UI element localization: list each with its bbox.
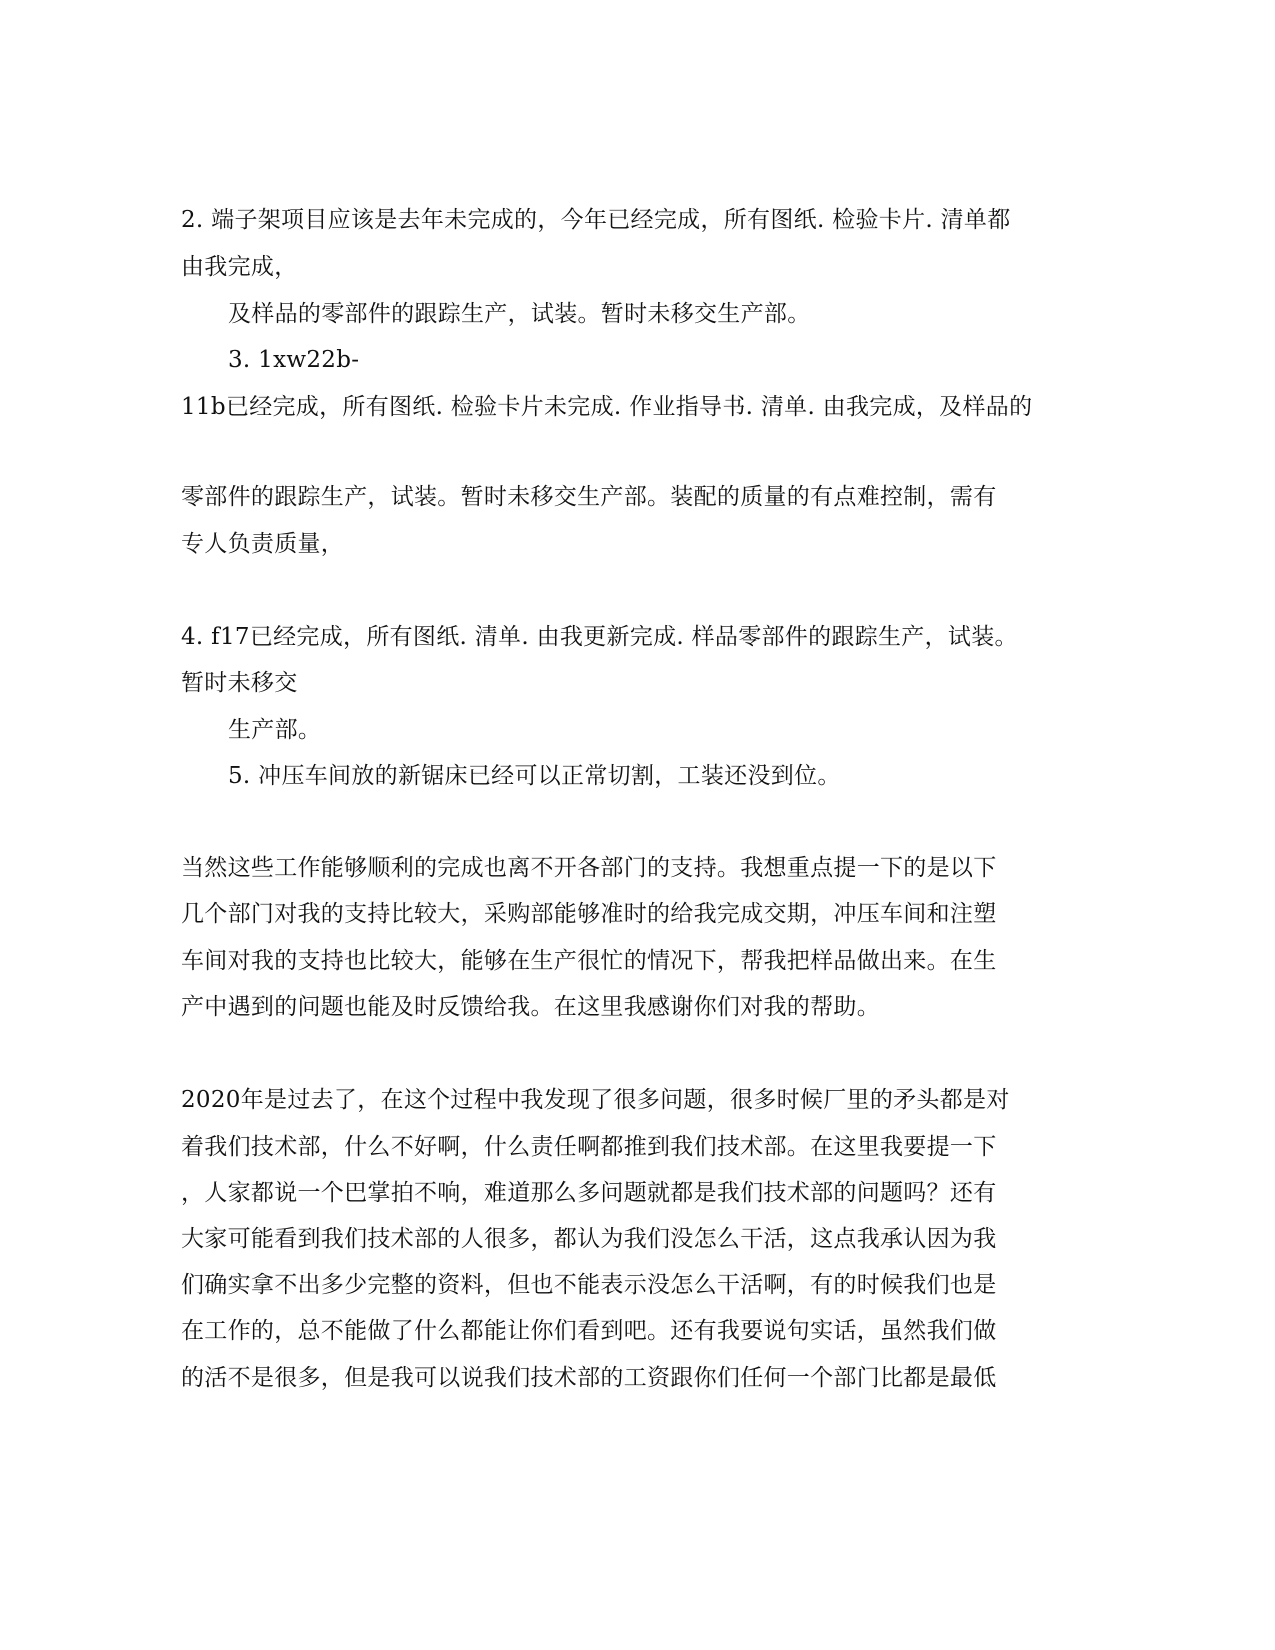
text-line: 几个部门对我的支持比较大，采购部能够准时的给我完成交期，冲压车间和注塑 [181, 901, 997, 927]
text-line: 3. 1xw22b- [228, 347, 360, 373]
text-line: 11b已经完成，所有图纸. 检验卡片未完成. 作业指导书. 清单. 由我完成，及样品的 [181, 394, 1033, 420]
text-line: 由我完成， [181, 254, 298, 280]
text-line: 生产部。 [228, 717, 322, 743]
text-line: 5. 冲压车间放的新锯床已经可以正常切割，工装还没到位。 [228, 763, 841, 789]
text-line: 专人负责质量， [181, 531, 345, 557]
text-line: 2020年是过去了，在这个过程中我发现了很多问题，很多时候厂里的矛头都是对 [181, 1087, 1010, 1113]
text-line: 及样品的零部件的跟踪生产，试装。暂时未移交生产部。 [228, 301, 811, 327]
text-line: 大家可能看到我们技术部的人很多，都认为我们没怎么干活，这点我承认因为我 [181, 1226, 997, 1252]
text-line: 零部件的跟踪生产，试装。暂时未移交生产部。装配的质量的有点难控制，需有 [181, 484, 997, 510]
text-line: 4. f17已经完成，所有图纸. 清单. 由我更新完成. 样品零部件的跟踪生产，试装。 [181, 624, 1018, 650]
text-line: 们确实拿不出多少完整的资料，但也不能表示没怎么干活啊，有的时候我们也是 [181, 1272, 997, 1298]
text-line: 2. 端子架项目应该是去年未完成的，今年已经完成，所有图纸. 检验卡片. 清单都 [181, 207, 1011, 233]
text-line: 暂时未移交 [181, 670, 298, 696]
text-line: 产中遇到的问题也能及时反馈给我。在这里我感谢你们对我的帮助。 [181, 994, 880, 1020]
text-line: 当然这些工作能够顺利的完成也离不开各部门的支持。我想重点提一下的是以下 [181, 855, 997, 881]
text-line: 着我们技术部，什么不好啊，什么责任啊都推到我们技术部。在这里我要提一下 [181, 1134, 997, 1160]
text-line: ，人家都说一个巴掌拍不响，难道那么多问题就都是我们技术部的问题吗？还有 [181, 1180, 997, 1206]
text-line: 的活不是很多，但是我可以说我们技术部的工资跟你们任何一个部门比都是最低 [181, 1365, 997, 1391]
text-line: 在工作的，总不能做了什么都能让你们看到吧。还有我要说句实话，虽然我们做 [181, 1318, 997, 1344]
text-line: 车间对我的支持也比较大，能够在生产很忙的情况下，帮我把样品做出来。在生 [181, 948, 997, 974]
